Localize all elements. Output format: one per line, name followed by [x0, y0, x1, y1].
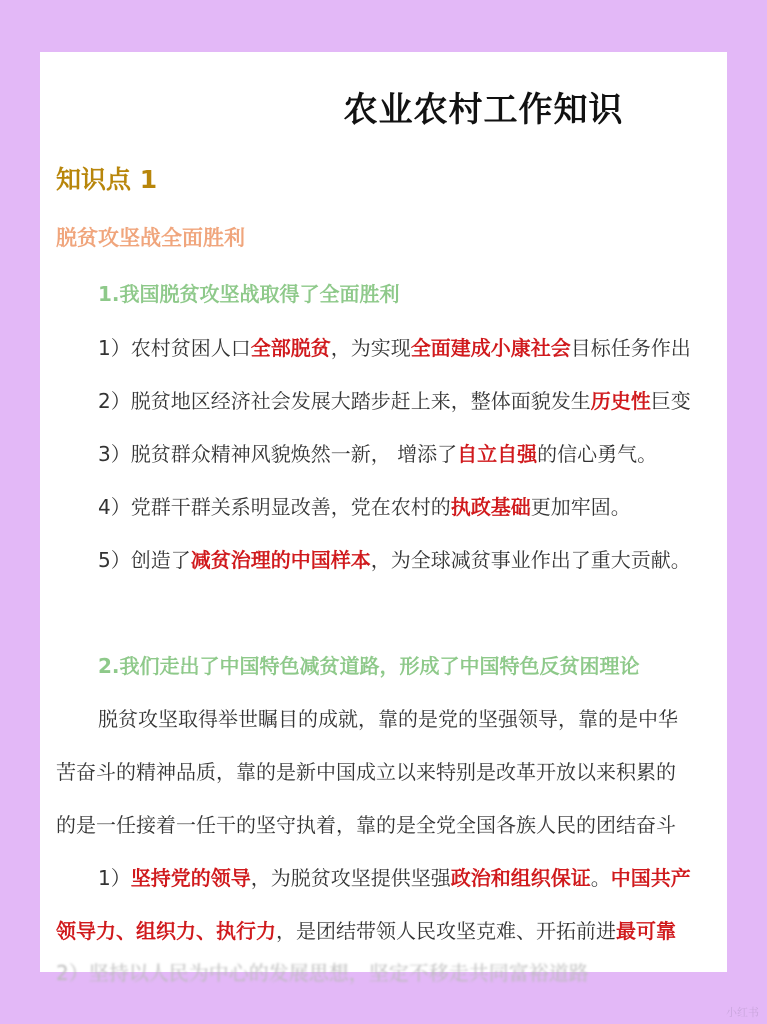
highlight-text: 历史性: [590, 389, 651, 413]
item-text: ，为实现: [330, 336, 411, 360]
document-page: [40, 52, 727, 985]
knowledge-point-label: 知识点 1: [56, 165, 158, 194]
highlight-text: 执政基础: [450, 495, 531, 519]
highlight-text: 全面建成小康社会: [410, 336, 571, 360]
item-text: 。: [590, 866, 611, 890]
list-item: [98, 332, 691, 361]
highlight-text: 中国共产: [610, 866, 691, 890]
section1-heading: 1.我国脱贫攻坚战取得了全面胜利: [98, 282, 400, 306]
list-item-continuation: [56, 915, 676, 944]
highlight-text: 自立自强: [457, 442, 538, 466]
page-title: 农业农村工作知识: [343, 90, 624, 130]
item-text: 目标任务作出: [570, 336, 691, 360]
item-text: 的信心勇气。: [537, 442, 658, 466]
highlight-text: 坚持党的领导: [130, 866, 251, 890]
highlight-text: 最可靠: [616, 919, 676, 943]
paragraph-line: 苦奋斗的精神品质，靠的是新中国成立以来特别是改革开放以来积累的: [56, 760, 676, 784]
item-text: 1）: [98, 866, 131, 890]
paragraph-line: 脱贫攻坚取得举世瞩目的成就，靠的是党的坚强领导，靠的是中华: [98, 707, 678, 731]
list-item: [98, 491, 631, 520]
item-text: 4）党群干群关系明显改善，党在农村的: [98, 495, 451, 519]
item-text: ，是团结带领人民攻坚克难、开拓前进: [276, 919, 616, 943]
highlight-text: 减贫治理的中国样本: [190, 548, 371, 572]
list-item: [98, 544, 691, 573]
list-item: [98, 438, 657, 467]
item-text: 更加牢固。: [530, 495, 631, 519]
item-text: 2）脱贫地区经济社会发展大踏步赶上来，整体面貌发生: [98, 389, 591, 413]
item-text: 1）农村贫困人口: [98, 336, 251, 360]
section-subtitle: 脱贫攻坚战全面胜利: [56, 226, 245, 250]
highlight-text: 领导力、组织力、执行力: [56, 919, 276, 943]
item-text: ，为全球减贫事业作出了重大贡献。: [370, 548, 691, 572]
item-text: 巨变: [650, 389, 691, 413]
cutoff-line: 2）坚持以人民为中心的发展思想，坚定不移走共同富裕道路: [56, 961, 589, 985]
section2-heading: 2.我们走出了中国特色减贫道路，形成了中国特色反贫困理论: [98, 654, 640, 678]
item-text: 3）脱贫群众精神风貌焕然一新， 增添了: [98, 442, 458, 466]
highlight-text: 政治和组织保证: [450, 866, 591, 890]
list-item: [98, 385, 691, 414]
highlight-text: 全部脱贫: [250, 336, 331, 360]
watermark: 小红书: [726, 1006, 759, 1019]
item-text: 5）创造了: [98, 548, 191, 572]
paragraph-line: 的是一任接着一任干的坚守执着，靠的是全党全国各族人民的团结奋斗: [56, 813, 676, 837]
list-item: [98, 862, 691, 891]
item-text: ，为脱贫攻坚提供坚强: [250, 866, 451, 890]
